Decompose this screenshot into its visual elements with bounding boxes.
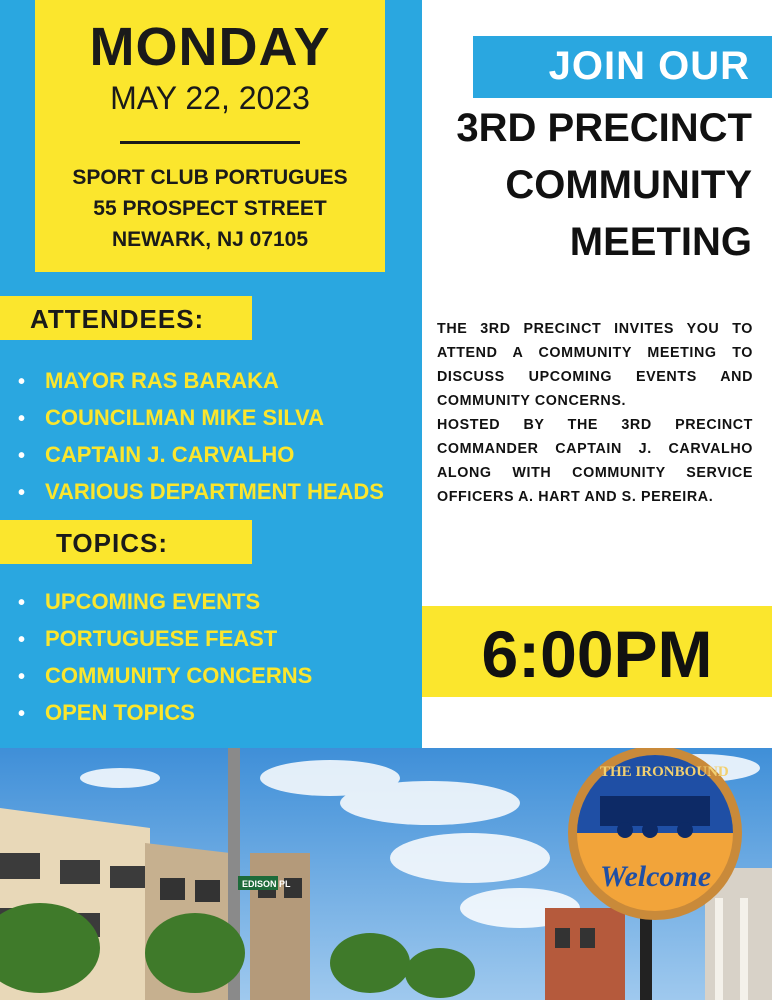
description-paragraph-1: THE 3RD PRECINCT INVITES YOU TO ATTEND A COMMUNITY MEETING TO DISCUSS UPCOMING EVENTS AND COMMUNITY CONCERNS. xyxy=(437,321,753,409)
headline-line-3: MEETING xyxy=(569,220,752,264)
date-box xyxy=(35,0,385,272)
list-item: • OPEN TOPICS xyxy=(18,695,312,732)
join-banner: JOIN OUR xyxy=(473,36,772,98)
list-item: • COMMUNITY CONCERNS xyxy=(18,658,312,695)
day-heading: MONDAY xyxy=(89,17,331,77)
ironbound-photo xyxy=(0,748,772,1000)
time-box: 6:00PM xyxy=(422,606,772,697)
headline-line-2: COMMUNITY xyxy=(505,163,752,207)
attendees-list xyxy=(18,363,384,511)
headline-line-1: 3RD PRECINCT xyxy=(456,106,752,150)
short-date: MAY 22 xyxy=(523,700,671,747)
topics-label: TOPICS: xyxy=(56,528,168,558)
topics-label-box xyxy=(0,520,252,564)
attendees-label: ATTENDEES: xyxy=(30,304,205,334)
description-paragraph-2: HOSTED BY THE 3RD PRECINCT COMMANDER CAPTAIN J. CARVALHO ALONG WITH COMMUNITY SERVICE OFFICERS A. HART AND S. PEREIRA. xyxy=(437,417,753,505)
divider xyxy=(120,141,300,144)
sign-welcome-text: Welcome xyxy=(600,860,712,893)
list-item: • COUNCILMAN MIKE SILVA xyxy=(18,400,384,437)
list-item: • MAYOR RAS BARAKA xyxy=(18,363,384,400)
topics-list xyxy=(18,584,312,732)
page-title xyxy=(456,100,752,271)
sign-top-text: THE IRONBOUND xyxy=(600,764,729,780)
venue-street: 55 PROSPECT STREET xyxy=(93,197,327,220)
ironbound-sign xyxy=(568,748,742,920)
description xyxy=(437,317,753,509)
list-item: • PORTUGUESE FEAST xyxy=(18,621,312,658)
venue-name: SPORT CLUB PORTUGUES xyxy=(72,166,348,189)
list-item: • VARIOUS DEPARTMENT HEADS xyxy=(18,474,384,511)
venue-city: NEWARK, NJ 07105 xyxy=(111,228,309,251)
list-item: • UPCOMING EVENTS xyxy=(18,584,312,621)
date-text: MAY 22, 2023 xyxy=(110,80,310,116)
street-sign-text: EDISON PL xyxy=(242,879,291,889)
list-item: • CAPTAIN J. CARVALHO xyxy=(18,437,384,474)
attendees-label-box xyxy=(0,296,252,340)
